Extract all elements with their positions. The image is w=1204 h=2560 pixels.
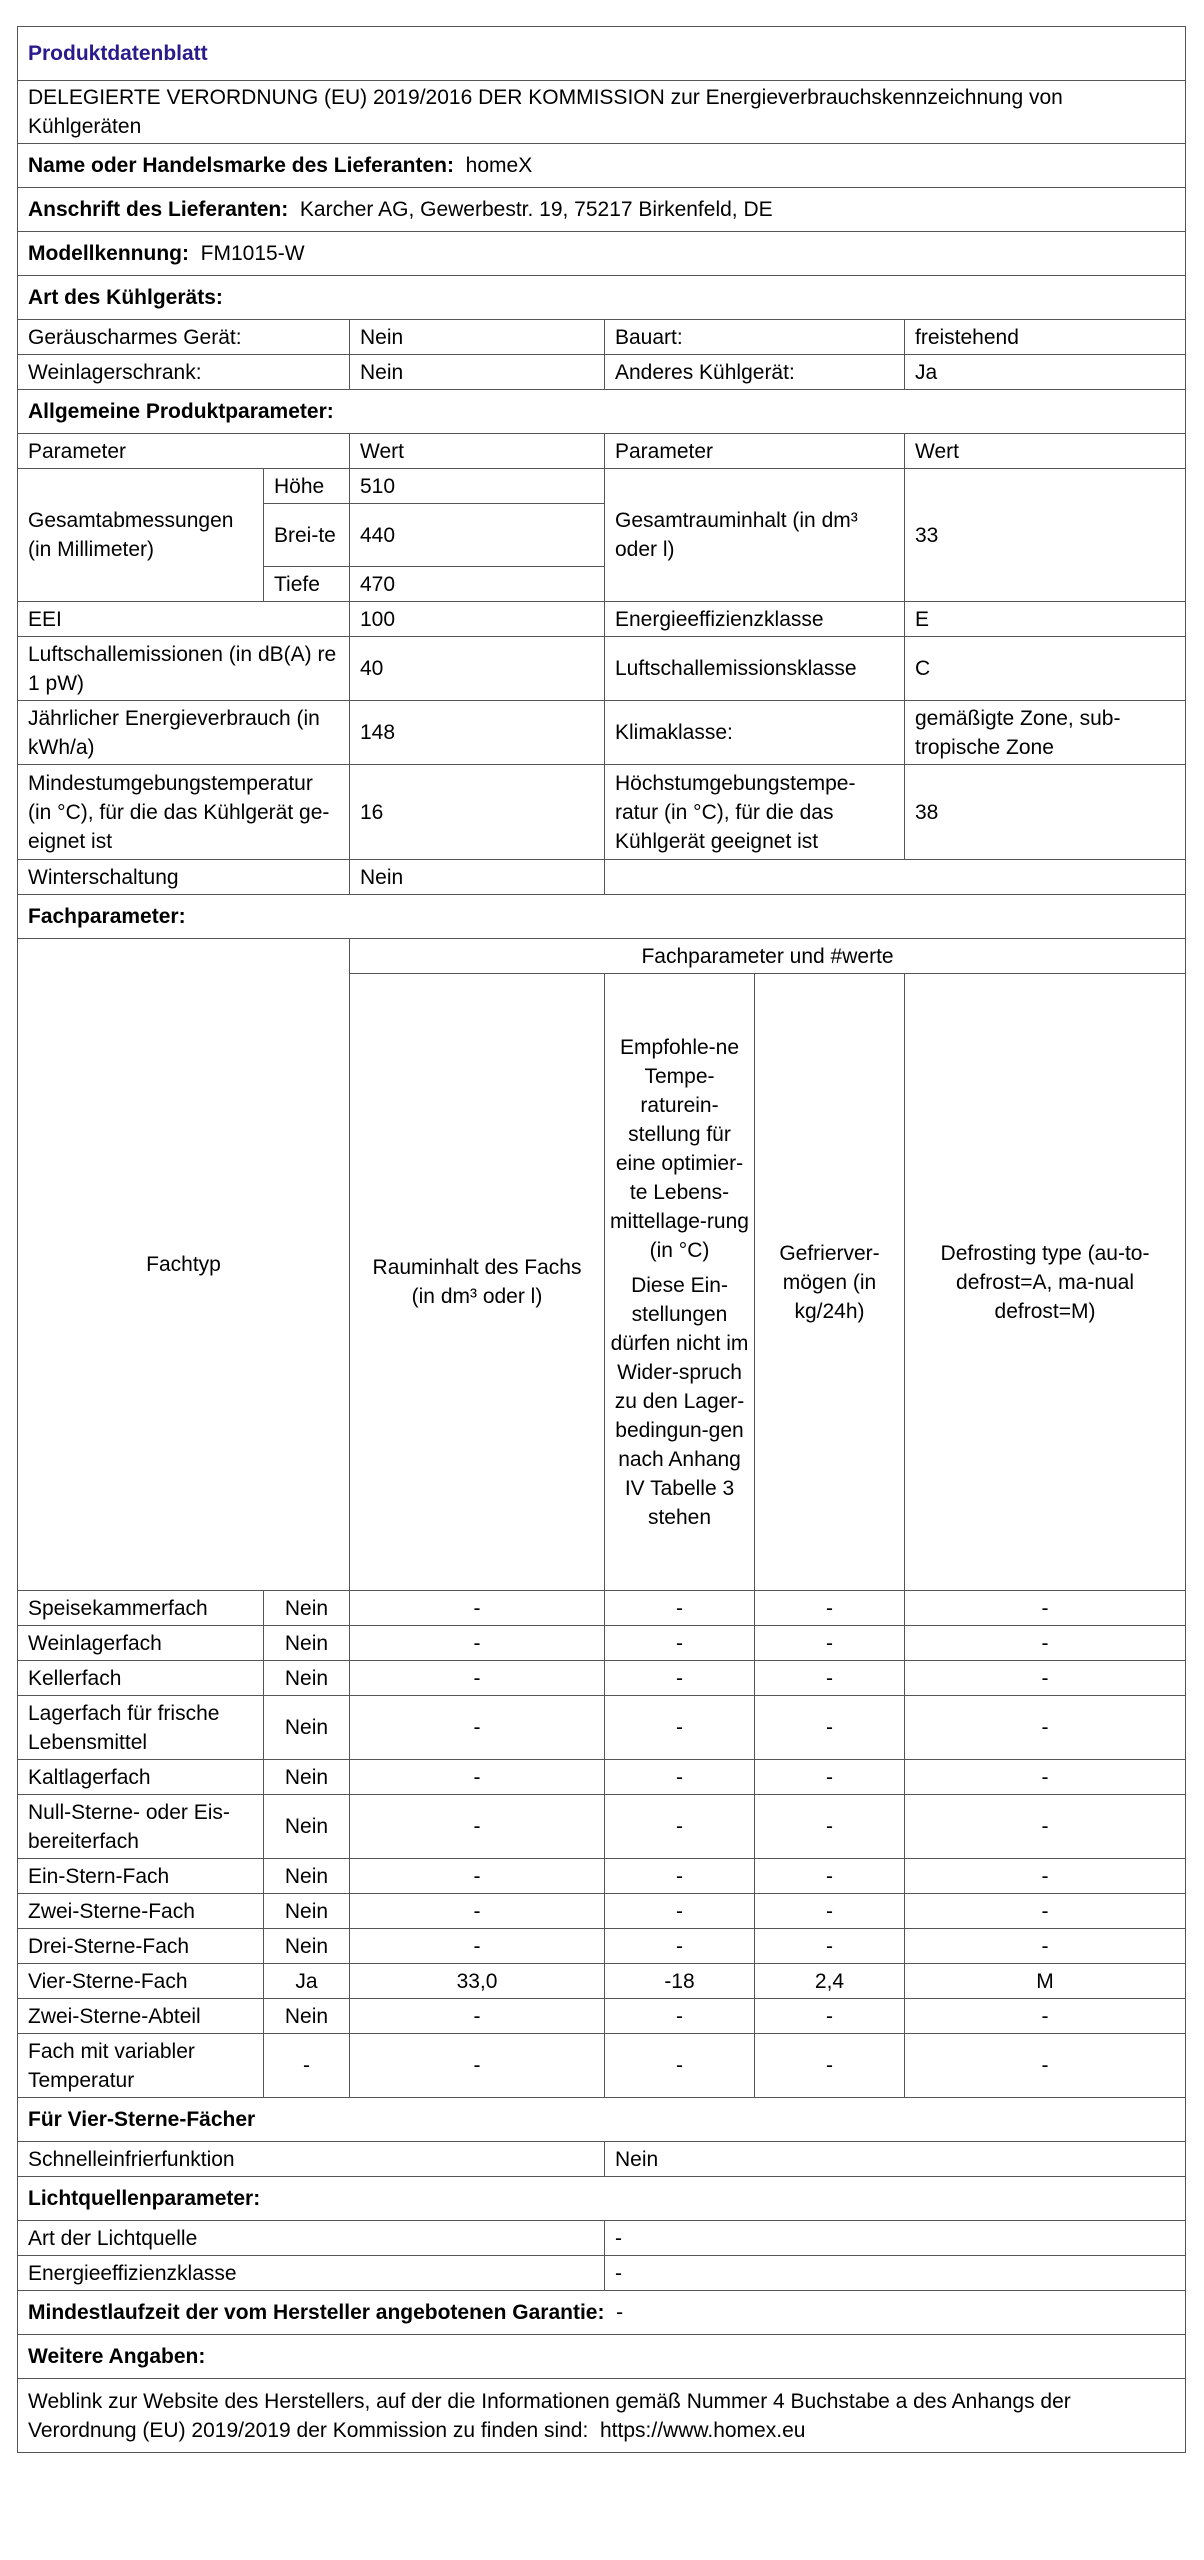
compartment-freeze: 2,4 [755, 1964, 905, 1999]
section-heading-compartments: Fachparameter: [18, 895, 1186, 939]
value-header: Wert [350, 434, 605, 469]
compartment-present: Nein [264, 1999, 350, 2034]
light-class-value: - [605, 2256, 1186, 2291]
compartment-defrost: - [905, 1795, 1186, 1859]
compartment-name: Kaltlagerfach [18, 1760, 264, 1795]
low-noise-label: Geräuscharmes Gerät: [18, 320, 350, 355]
compartment-defrost: - [905, 1859, 1186, 1894]
compartment-temp: - [605, 1626, 755, 1661]
compartment-name: Zwei-Sterne-Abteil [18, 1999, 264, 2034]
compartment-temp: - [605, 1894, 755, 1929]
compartment-present: Nein [264, 1591, 350, 1626]
compartment-defrost: - [905, 1999, 1186, 2034]
dimensions-label: Gesamtabmessungen (in Millimeter) [18, 469, 264, 602]
more-info-row [18, 2379, 1186, 2453]
compartment-group-header: Fachparameter und #werte [350, 939, 1186, 974]
param-header: Parameter [605, 434, 905, 469]
compartment-volume: - [350, 1591, 605, 1626]
supplier-name-value: homeX [465, 154, 533, 177]
compartment-freeze: - [755, 1795, 905, 1859]
compartment-volume: - [350, 1760, 605, 1795]
compartment-present: Nein [264, 1696, 350, 1760]
consumption-value: 148 [350, 701, 605, 765]
eei-label: EEI [18, 602, 350, 637]
compartment-volume: - [350, 1999, 605, 2034]
climate-value: gemäßigte Zone, sub-tropische Zone [905, 701, 1186, 765]
design-value: freistehend [905, 320, 1186, 355]
defrost-header: Defrosting type (au-to-defrost=A, ma-nual defrost=M) [905, 974, 1186, 1591]
param-header: Parameter [18, 434, 350, 469]
compartment-volume: - [350, 1795, 605, 1859]
section-heading-general: Allgemeine Produktparameter: [18, 390, 1186, 434]
compartment-defrost: - [905, 1929, 1186, 1964]
compartment-temp: - [605, 1929, 755, 1964]
light-type-value: - [605, 2221, 1186, 2256]
model-label: Modellkennung: [28, 242, 189, 265]
compartment-temp: - [605, 1999, 755, 2034]
compartment-name: Zwei-Sterne-Fach [18, 1894, 264, 1929]
compartment-temp: - [605, 1591, 755, 1626]
volume-header: Rauminhalt des Fachs (in dm³ oder l) [350, 974, 605, 1591]
compartment-row [18, 1999, 1186, 2034]
compartment-row [18, 1591, 1186, 1626]
width-label: Brei-te [264, 504, 350, 567]
compartment-temp: - [605, 2034, 755, 2098]
compartment-row [18, 2034, 1186, 2098]
compartment-present: Nein [264, 1859, 350, 1894]
warranty-row [18, 2291, 1186, 2335]
compartment-freeze: - [755, 2034, 905, 2098]
compartment-freeze: - [755, 1859, 905, 1894]
supplier-name-row [18, 144, 1186, 188]
fast-freeze-label: Schnelleinfrierfunktion [18, 2142, 605, 2177]
compartment-name: Speisekammerfach [18, 1591, 264, 1626]
compartment-defrost: - [905, 1661, 1186, 1696]
compartment-present: Nein [264, 1626, 350, 1661]
compartment-row [18, 1929, 1186, 1964]
compartment-volume: - [350, 1696, 605, 1760]
compartment-temp: - [605, 1795, 755, 1859]
compartment-temp: - [605, 1696, 755, 1760]
compartment-freeze: - [755, 1760, 905, 1795]
fast-freeze-value: Nein [605, 2142, 1186, 2177]
compartment-name: Vier-Sterne-Fach [18, 1964, 264, 1999]
depth-value: 470 [350, 567, 605, 602]
compartment-present: Nein [264, 1661, 350, 1696]
compartment-row [18, 1760, 1186, 1795]
compartment-freeze: - [755, 1661, 905, 1696]
supplier-address-value: Karcher AG, Gewerbestr. 19, 75217 Birkenfeld, DE [299, 198, 773, 221]
climate-label: Klimaklasse: [605, 701, 905, 765]
compartment-row [18, 1795, 1186, 1859]
wine-cabinet-label: Weinlagerschrank: [18, 355, 350, 390]
energy-class-label: Energieeffizienzklasse [605, 602, 905, 637]
datasheet-table [17, 26, 1186, 2453]
compartment-temp: - [605, 1661, 755, 1696]
compartment-freeze: - [755, 1626, 905, 1661]
compartment-volume: - [350, 1894, 605, 1929]
compartment-type-header: Fachtyp [18, 939, 350, 1591]
compartment-defrost: - [905, 1591, 1186, 1626]
other-appliance-value: Ja [905, 355, 1186, 390]
compartment-row [18, 1859, 1186, 1894]
compartment-defrost: - [905, 2034, 1186, 2098]
energy-class-value: E [905, 602, 1186, 637]
compartment-present: Nein [264, 1929, 350, 1964]
compartment-row [18, 1696, 1186, 1760]
max-temp-label: Höchstumgebungstempe-ratur (in °C), für die das Kühlgerät geeignet ist [605, 765, 905, 860]
regulation-text: DELEGIERTE VERORDNUNG (EU) 2019/2016 DER KOMMISSION zur Energieverbrauchskennzeichnung von Kühlgeräten [18, 81, 1186, 144]
more-info-text: Weblink zur Website des Herstellers, auf der die Informationen gemäß Nummer 4 Buchstabe a des Anhangs der Verordnung (EU) 2019/2019 der Kommission zu finden sind: [28, 2389, 1071, 2442]
low-noise-value: Nein [350, 320, 605, 355]
compartment-freeze: - [755, 1929, 905, 1964]
compartment-volume: - [350, 2034, 605, 2098]
model-value: FM1015-W [200, 242, 305, 265]
compartment-present: Nein [264, 1894, 350, 1929]
max-temp-value: 38 [905, 765, 1186, 860]
compartment-temp: - [605, 1760, 755, 1795]
noise-label: Luftschallemissionen (in dB(A) re 1 pW) [18, 637, 350, 701]
compartment-row [18, 1894, 1186, 1929]
compartment-name: Null-Sterne- oder Eis-bereiterfach [18, 1795, 264, 1859]
eei-value: 100 [350, 602, 605, 637]
compartment-freeze: - [755, 1999, 905, 2034]
winter-value: Nein [350, 860, 605, 895]
temp-header-part-a: Empfohle-ne Tempe-raturein-stellung für eine optimier-te Lebens-mittellage-rung (in °C) [610, 1035, 749, 1262]
compartment-defrost: - [905, 1760, 1186, 1795]
noise-value: 40 [350, 637, 605, 701]
compartment-present: Nein [264, 1760, 350, 1795]
compartment-volume: - [350, 1859, 605, 1894]
warranty-label: Mindestlaufzeit der vom Hersteller angebotenen Garantie: [28, 2301, 605, 2324]
compartment-defrost: - [905, 1894, 1186, 1929]
compartment-name: Fach mit variabler Temperatur [18, 2034, 264, 2098]
compartment-volume: 33,0 [350, 1964, 605, 1999]
freeze-header: Gefrierver-mögen (in kg/24h) [755, 974, 905, 1591]
compartment-defrost: - [905, 1696, 1186, 1760]
compartment-freeze: - [755, 1591, 905, 1626]
compartment-row [18, 1964, 1186, 1999]
light-class-label: Energieeffizienzklasse [18, 2256, 605, 2291]
compartment-volume: - [350, 1661, 605, 1696]
compartment-defrost: - [905, 1626, 1186, 1661]
wine-cabinet-value: Nein [350, 355, 605, 390]
compartment-temp: - [605, 1859, 755, 1894]
min-temp-label: Mindestumgebungstemperatur (in °C), für die das Kühlgerät ge-eignet ist [18, 765, 350, 860]
warranty-value: - [616, 2301, 624, 2324]
compartment-name: Weinlagerfach [18, 1626, 264, 1661]
compartment-volume: - [350, 1626, 605, 1661]
compartment-volume: - [350, 1929, 605, 1964]
light-type-label: Art der Lichtquelle [18, 2221, 605, 2256]
compartment-temp: -18 [605, 1964, 755, 1999]
compartment-present: - [264, 2034, 350, 2098]
empty-cell [605, 860, 1186, 895]
section-heading-four-star: Für Vier-Sterne-Fächer [18, 2098, 1186, 2142]
height-value: 510 [350, 469, 605, 504]
compartment-freeze: - [755, 1894, 905, 1929]
compartment-name: Kellerfach [18, 1661, 264, 1696]
section-heading-more: Weitere Angaben: [18, 2335, 1186, 2379]
manufacturer-weblink[interactable]: https://www.homex.eu [600, 2418, 806, 2442]
compartment-freeze: - [755, 1696, 905, 1760]
section-heading-light: Lichtquellenparameter: [18, 2177, 1186, 2221]
winter-label: Winterschaltung [18, 860, 350, 895]
compartment-row [18, 1626, 1186, 1661]
volume-value: 33 [905, 469, 1186, 602]
model-row [18, 232, 1186, 276]
value-header: Wert [905, 434, 1186, 469]
volume-label: Gesamtrauminhalt (in dm³ oder l) [605, 469, 905, 602]
compartment-name: Drei-Sterne-Fach [18, 1929, 264, 1964]
compartment-name: Ein-Stern-Fach [18, 1859, 264, 1894]
compartment-present: Nein [264, 1795, 350, 1859]
compartment-row [18, 1661, 1186, 1696]
width-value: 440 [350, 504, 605, 567]
supplier-address-label: Anschrift des Lieferanten: [28, 198, 289, 221]
noise-class-value: C [905, 637, 1186, 701]
supplier-address-row [18, 188, 1186, 232]
height-label: Höhe [264, 469, 350, 504]
temp-header [605, 974, 755, 1591]
compartment-defrost: M [905, 1964, 1186, 1999]
design-label: Bauart: [605, 320, 905, 355]
section-heading-type: Art des Kühlgeräts: [18, 276, 1186, 320]
page-title: Produktdatenblatt [18, 27, 1186, 81]
product-datasheet [17, 26, 1185, 2536]
supplier-name-label: Name oder Handelsmarke des Lieferanten: [28, 154, 454, 177]
compartment-present: Ja [264, 1964, 350, 1999]
compartment-name: Lagerfach für frische Lebensmittel [18, 1696, 264, 1760]
min-temp-value: 16 [350, 765, 605, 860]
consumption-label: Jährlicher Energieverbrauch (in kWh/a) [18, 701, 350, 765]
depth-label: Tiefe [264, 567, 350, 602]
other-appliance-label: Anderes Kühlgerät: [605, 355, 905, 390]
temp-header-part-b: Diese Ein-stellungen dürfen nicht im Wider-spruch zu den Lager-bedingun-gen nach Anhang IV Tabelle 3 stehen [610, 1273, 749, 1529]
noise-class-label: Luftschallemissionsklasse [605, 637, 905, 701]
